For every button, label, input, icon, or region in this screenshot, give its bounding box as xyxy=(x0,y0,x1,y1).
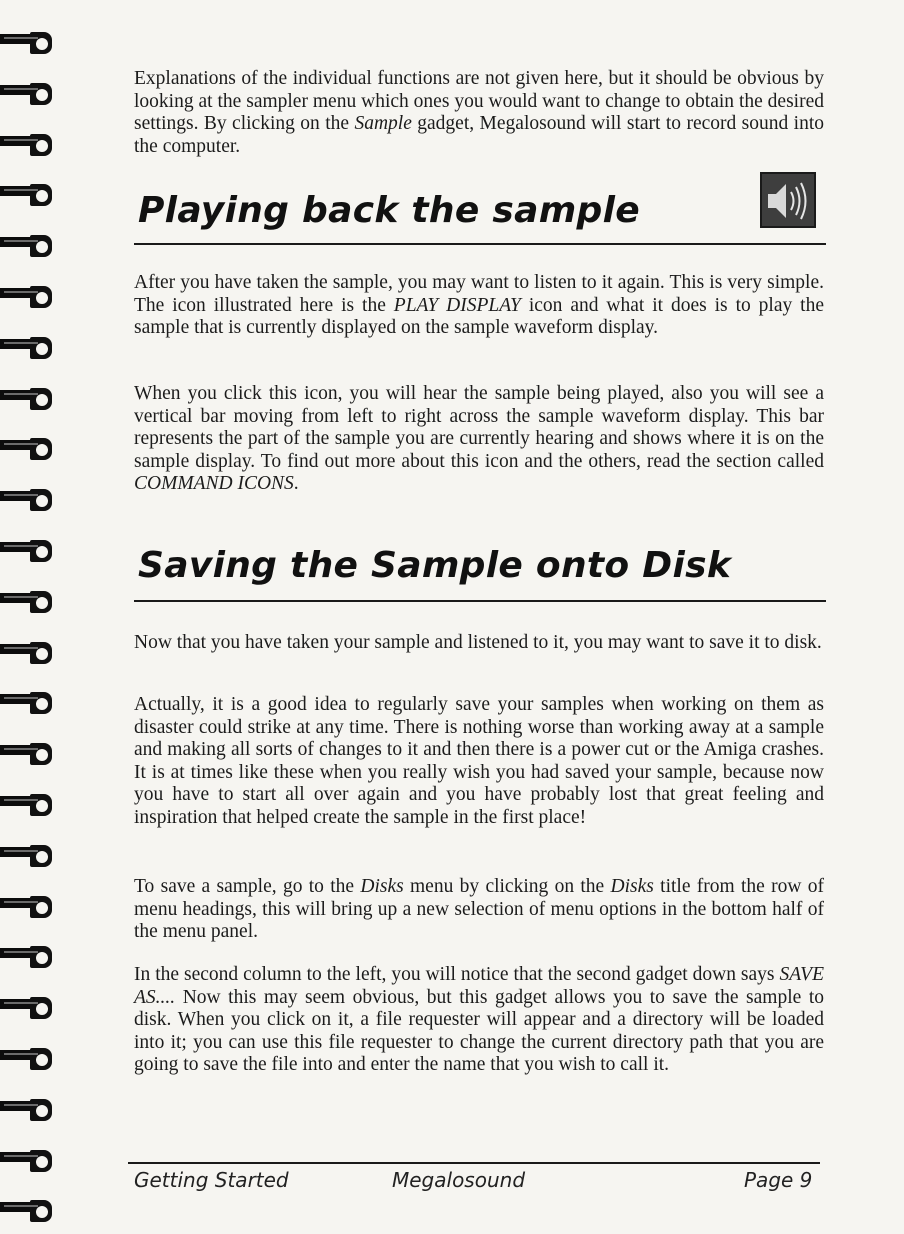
binding-coil xyxy=(0,282,56,308)
intro-text: Explanations of the individual functions are not given here, but it should be obvious by looking at the sampler menu which ones you would want to change to obtain the desired settings. By clicking on the xyxy=(134,68,824,135)
playing-p2-text-end: . xyxy=(293,473,299,495)
binding-coil xyxy=(0,739,56,765)
playing-p1-text: After you have taken the sample, you may want to listen to it again. This is very simple. The icon illustrated here is the xyxy=(134,272,824,316)
binding-coil xyxy=(0,993,56,1019)
saving-paragraph-3 xyxy=(134,876,824,944)
binding-coil xyxy=(0,1196,56,1222)
save-as-term: SAVE AS.... xyxy=(134,964,824,1008)
binding-coil xyxy=(0,942,56,968)
heading-rule-saving xyxy=(134,600,826,602)
intro-paragraph xyxy=(134,68,824,158)
binding-coil xyxy=(0,231,56,257)
binding-coil xyxy=(0,434,56,460)
disks-title-term: Disks xyxy=(610,876,654,897)
saving-paragraph-1: Now that you have taken your sample and listened to it, you may want to save it to disk. xyxy=(134,632,822,653)
footer-page-number: Page 9 xyxy=(744,1168,813,1192)
saving-p3-text: To save a sample, go to the xyxy=(134,876,361,897)
binding-coil xyxy=(0,180,56,206)
binding-coil xyxy=(0,384,56,410)
binding-coil xyxy=(0,333,56,359)
speaker-icon xyxy=(760,172,816,228)
intro-text-end: gadget, Megalosound will start to record sound into the computer. xyxy=(134,113,825,157)
binding-coil xyxy=(0,1146,56,1172)
binding-coil xyxy=(0,841,56,867)
footer-rule xyxy=(128,1162,820,1164)
saving-p3-text-mid: menu by clicking on the xyxy=(403,876,611,897)
binding-coil xyxy=(0,688,56,714)
play-display-term: PLAY DISPLAY xyxy=(393,294,521,316)
playing-p2-text: When you click this icon, you will hear the sample being played, also you will see a vertical bar moving from left to right across the sample waveform display. This bar represents the part of the sample you are currently hearing and shows where it is on the sample display. To find out more about this icon and the others, read the section called xyxy=(134,383,824,472)
playing-p1-text-end: icon and what it does is to play the sample that is currently displayed on the sample waveform display. xyxy=(134,294,824,339)
binding-coil xyxy=(0,28,56,54)
disks-menu-term: Disks xyxy=(360,876,404,897)
playing-paragraph-2 xyxy=(134,383,824,496)
binding-coil xyxy=(0,485,56,511)
binding-coil xyxy=(0,79,56,105)
command-icons-term: COMMAND ICONS xyxy=(134,473,294,495)
footer-section-title: Getting Started xyxy=(134,1168,289,1192)
saving-paragraph-4 xyxy=(134,964,824,1077)
binding-coil xyxy=(0,130,56,156)
heading-rule-playing xyxy=(134,243,826,245)
spiral-binding xyxy=(0,0,60,1234)
binding-coil xyxy=(0,1044,56,1070)
intro-sample-gadget: Sample xyxy=(354,113,412,135)
saving-p4-text-end: Now this may seem obvious, but this gadget allows you to save the sample to disk. When you click on it, a file requester will appear and a directory will be loaded into it; you can use this file requester to change the current directory path that you are going to save the file into and enter the name that you wish to call it. xyxy=(134,986,824,1076)
binding-coil xyxy=(0,790,56,816)
saving-p4-text: In the second column to the left, you will notice that the second gadget down says xyxy=(134,964,780,985)
binding-coil xyxy=(0,892,56,918)
binding-coil xyxy=(0,1095,56,1121)
heading-playing-back: Playing back the sample xyxy=(138,190,640,231)
footer-product-name: Megalosound xyxy=(392,1168,526,1192)
saving-paragraph-2: Actually, it is a good idea to regularly save your samples when working on them as disaster could strike at any time. There is nothing worse than working away at a sample and making all sorts of changes to it and then there is a power cut or the Amiga crashes. It is at times like these when you really wish you had saved your sample, because now you have to start all over again and you have probably lost that great feeling and inspiration that helped create the sample in the first place! xyxy=(134,694,824,828)
binding-coil xyxy=(0,587,56,613)
heading-saving-sample: Saving the Sample onto Disk xyxy=(138,545,732,586)
playing-paragraph-1 xyxy=(134,272,824,340)
binding-coil xyxy=(0,536,56,562)
binding-coil xyxy=(0,638,56,664)
saving-p3-text-end: title from the row of menu headings, this will bring up a new selection of menu options in the bottom half of the menu panel. xyxy=(134,876,825,943)
